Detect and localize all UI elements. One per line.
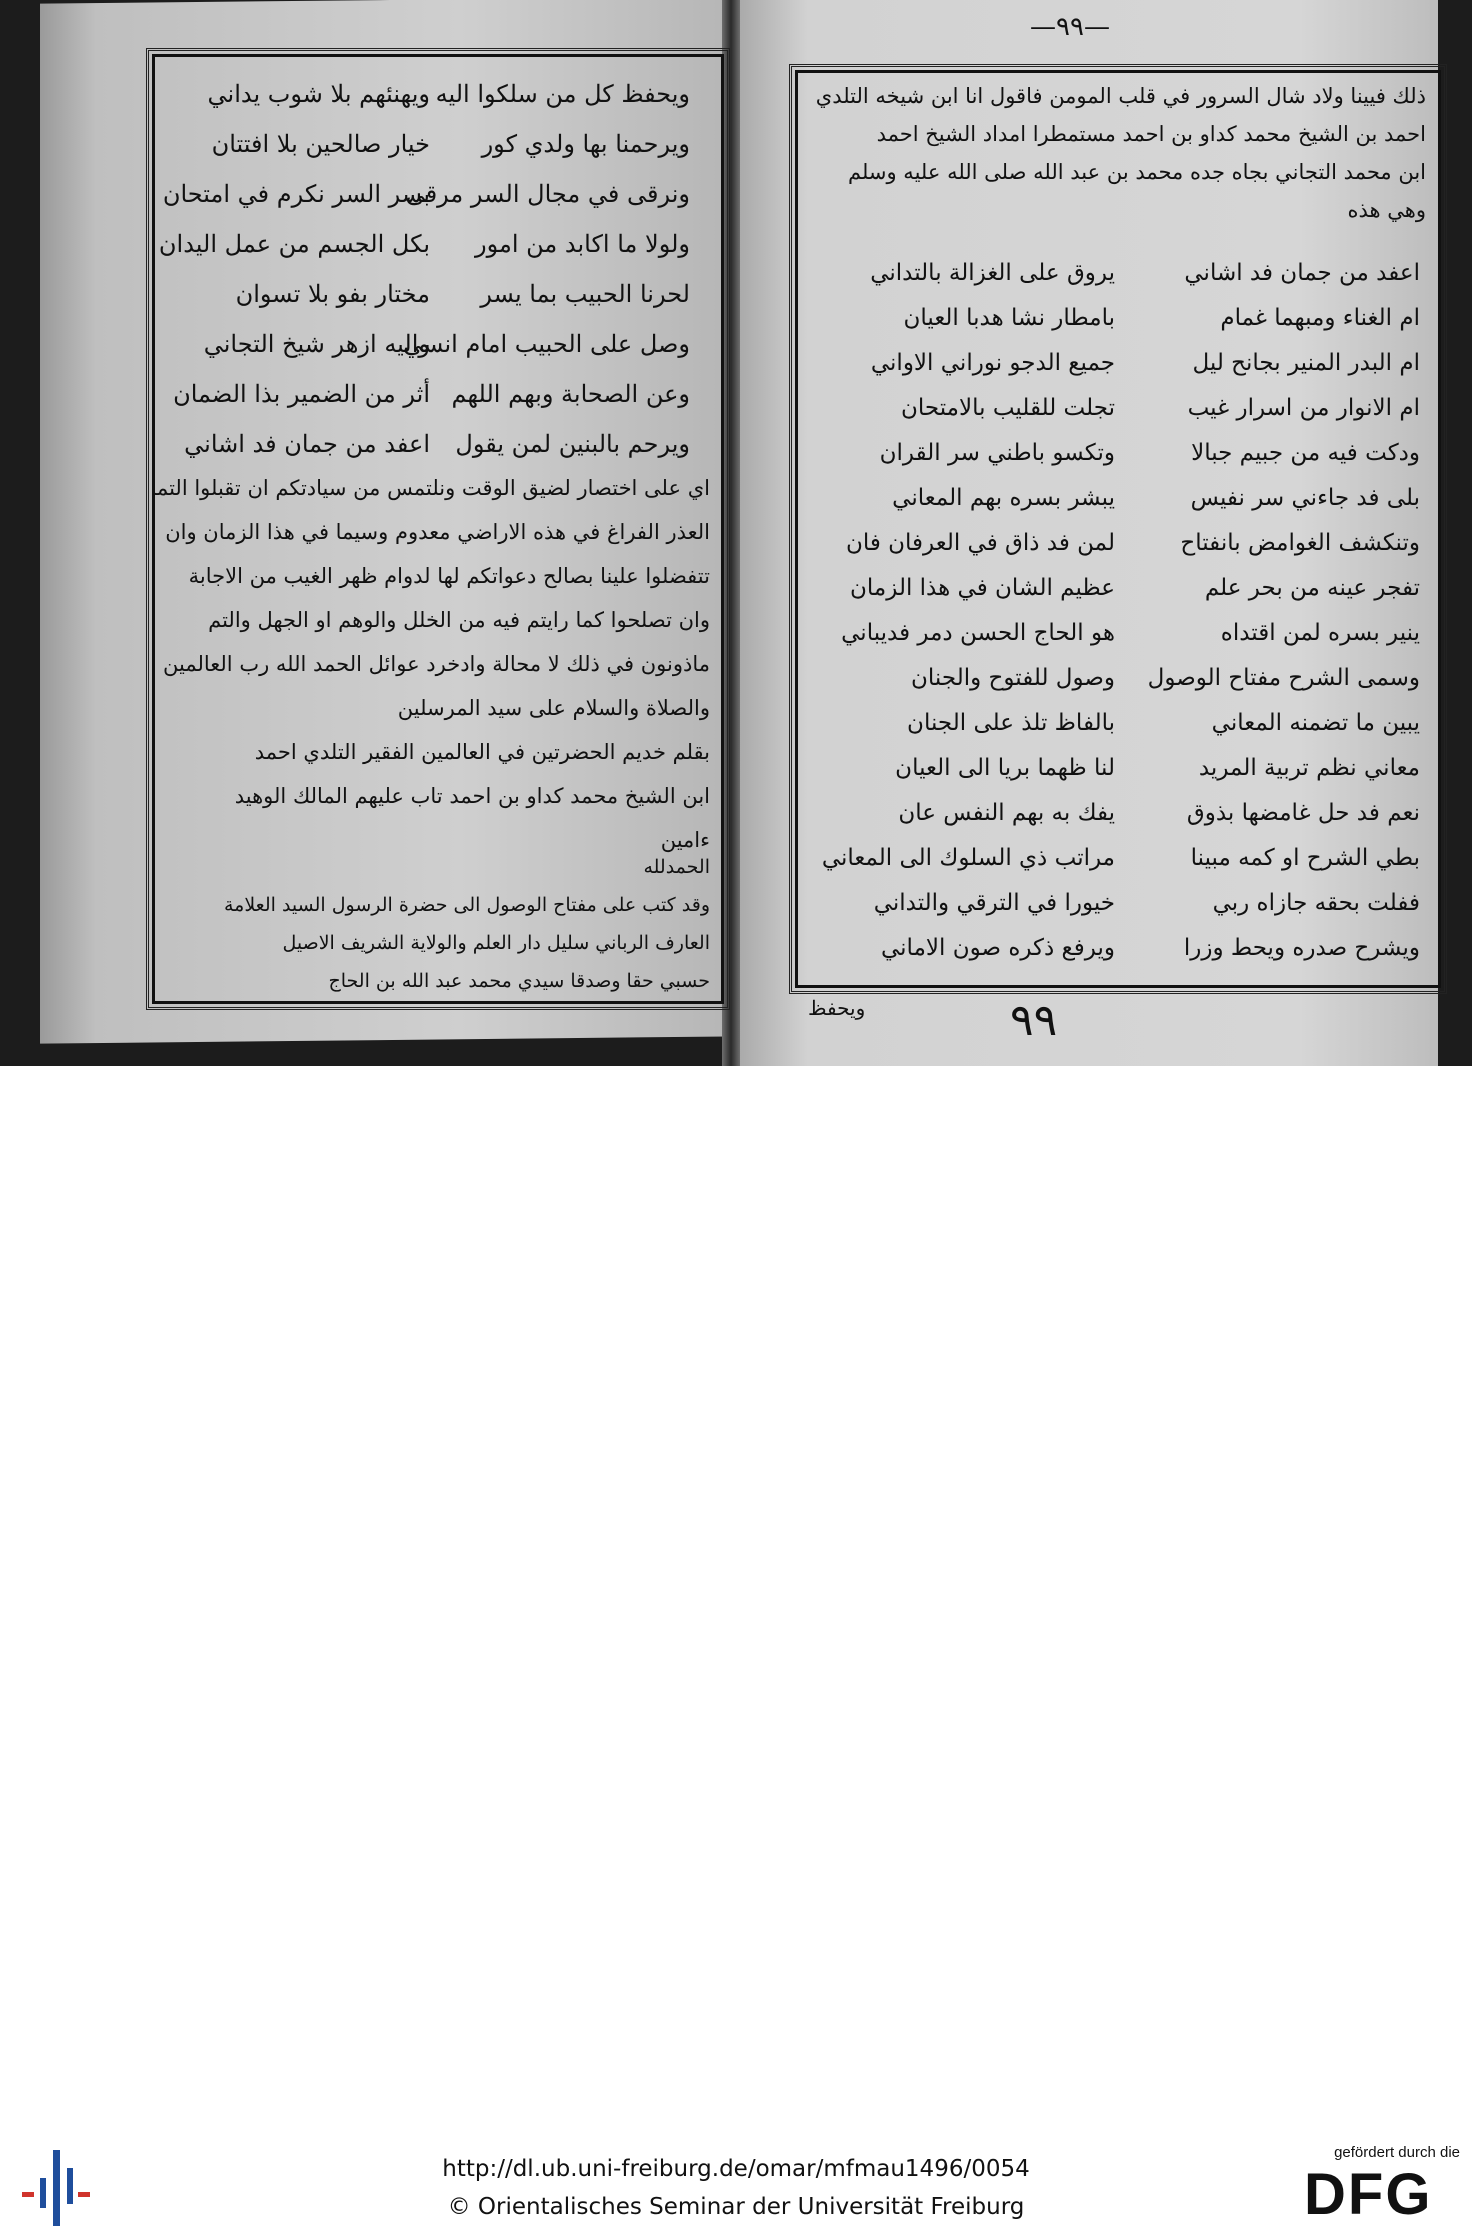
intro-line: ذلك فيينا ولاد شال السرور في قلب المومن فاقول انا ابن شيخه التلدي [815,84,1426,108]
copyright-notice: © Orientalisches Seminar der Universität Freiburg [447,2194,1025,2220]
verse-hemistich-left: ويهنئهم بلا شوب يداني [207,80,430,108]
verse-hemistich-right: اعفد من جمان فد اشاني [1184,260,1420,286]
verse-hemistich-left: بكل الجسم من عمل اليدان [158,230,430,258]
verse-hemistich-right: ويشرح صدره ويحط وزرا [1183,935,1420,961]
verse-hemistich-right: وتنكشف الغوامض بانفتاح [1180,530,1420,556]
verse-hemistich-left: جميع الدجو نوراني الاواني [870,350,1115,376]
verse-hemistich-right: ينير بسره لمن اقتداه [1220,620,1420,646]
verse-hemistich-right: يبين ما تضمنه المعاني [1211,710,1420,736]
viewer-footer [0,1066,1472,2227]
verse-hemistich-right: ويرحم بالبنين لمن يقول [455,430,690,458]
verse-hemistich-right: ودكت فيه من جبيم جبالا [1191,440,1420,466]
verse-hemistich-right: وسمى الشرح مفتاح الوصول [1147,665,1420,691]
intro-line: وهي هذه [1347,198,1426,222]
sponsor-text: gefördert durch die [1334,2144,1460,2161]
closing-line: العارف الرباني سليل دار العلم والولاية الشريف الاصيل [282,932,710,954]
verse-hemistich-right: وعن الصحابة وبهم اللهم [451,380,690,408]
prose-line: ماذونون في ذلك لا محالة وادخرد عوائل الحمد الله رب العالمين [163,652,710,676]
prose-line: ءامين [660,828,710,852]
verse-hemistich-left: وتكسو باطني سر القران [879,440,1115,466]
closing-line: حسبي حقا وصدقا سيدي محمد عبد الله بن الحاج [328,970,710,992]
catchword: ويحفظ [808,996,866,1020]
page-number-top: —٩٩— [1030,12,1110,42]
prose-line: ابن الشيخ محمد كداو بن احمد تاب عليهم المالك الوهيد [234,784,710,808]
verse-hemistich-left: يبشر بسره بهم المعاني [892,485,1115,511]
verse-hemistich-right: وصل على الحبيب امام انسي [403,330,690,358]
verse-hemistich-right: نعم فد حل غامضها بذوق [1186,800,1420,826]
manuscript-scan [0,0,1472,1066]
verse-hemistich-right: بطي الشرح او كمه مبينا [1190,845,1420,871]
verse-hemistich-left: وصول للفتوح والجنان [911,665,1115,691]
verse-hemistich-left: بسر السر نكرم في امتحان [162,180,430,208]
closing-line: الحمدلله [643,856,710,878]
verse-hemistich-right: ونرقى في مجال السر مرقى [405,180,690,208]
page-number-bottom: ٩٩ [1010,995,1058,1046]
verse-hemistich-left: عظيم الشان في هذا الزمان [850,575,1115,601]
closing-line: وقد كتب على مفتاح الوصول الى حضرة الرسول السيد العلامة [223,894,710,916]
verse-hemistich-left: لمن فد ذاق في العرفان فان [845,530,1115,556]
verse-hemistich-left: اعفد من جمان فد اشاني [184,430,430,458]
verse-hemistich-right: لحرنا الحبيب بما يسر [480,280,690,308]
book-gutter [722,0,740,1066]
verse-hemistich-left: لنا ظهما بريا الى العيان [895,755,1115,781]
verse-hemistich-left: بامطار نشا هدبا العيان [903,305,1115,331]
verse-hemistich-right: ويرحمنا بها ولدي كور [481,130,690,158]
verse-hemistich-right: ففلت بحقه جازاه ربي [1212,890,1420,916]
dfg-logo-icon: DFG [1304,2162,1433,2227]
verse-hemistich-left: هو الحاج الحسن دمر فديباني [841,620,1115,646]
prose-line: والصلاة والسلام على سيد المرسلين [397,696,710,720]
verse-hemistich-left: واليه ازهر شيخ التجاني [203,330,430,358]
prose-line: العذر الفراغ في هذه الاراضي معدوم وسيما في هذا الزمان وان [165,520,710,544]
prose-line: بقلم خديم الحضرتين في العالمين الفقير التلدي احمد [254,740,710,764]
verse-hemistich-left: يفك به بهم النفس عان [898,800,1115,826]
verse-hemistich-right: ام البدر المنير بجانح ليل [1192,350,1420,376]
verse-hemistich-right: ام الانوار من اسرار غيب [1187,395,1420,421]
verse-hemistich-left: مختار بفو بلا تسوان [235,280,430,308]
verse-hemistich-right: ولولا ما اكابد من امور [475,230,690,258]
verse-hemistich-right: ام الغناء ومبهما غمام [1220,305,1420,331]
verse-hemistich-right: تفجر عينه من بحر علم [1204,575,1420,601]
intro-line: احمد بن الشيخ محمد كداو بن احمد مستمطرا امداد الشيخ احمد [876,122,1426,146]
verse-hemistich-left: ويرفع ذكره صون الاماني [880,935,1115,961]
verse-hemistich-left: أثر من الضمير بذا الضمان [173,380,430,408]
verse-hemistich-left: مراتب ذي السلوك الى المعاني [821,845,1115,871]
verse-hemistich-right: بلى فد جاءني سر نفيس [1190,485,1420,511]
verse-hemistich-left: خيار صالحين بلا افتتان [211,130,430,158]
prose-line: اي على اختصار لضيق الوقت ونلتمس من سيادتكم ان تقبلوا التما [150,476,710,500]
verse-hemistich-left: بالفاظ تلذ على الجنان [907,710,1115,736]
verse-hemistich-right: ويحفظ كل من سلكوا اليه [435,80,690,108]
intro-line: ابن محمد التجاني بجاه جده محمد بن عبد الله صلى الله عليه وسلم [847,160,1426,184]
source-url[interactable]: http://dl.ub.uni-freiburg.de/omar/mfmau1496/0054 [442,2156,1030,2182]
verse-hemistich-right: معاني نظم تربية المريد [1198,755,1420,781]
verse-hemistich-left: تجلت للقليب بالامتحان [901,395,1115,421]
prose-line: تتفضلوا علينا بصالح دعواتكم لها لدوام ظهر الغيب من الاجابة [188,564,710,588]
verse-hemistich-left: يروق على الغزالة بالتداني [870,260,1115,286]
verse-hemistich-left: خيورا في الترقي والتداني [873,890,1115,916]
prose-line: وان تصلحوا كما رايتم فيه من الخلل والوهم او الجهل والتم [208,608,710,632]
dfg-sponsor [1300,2144,1460,2227]
